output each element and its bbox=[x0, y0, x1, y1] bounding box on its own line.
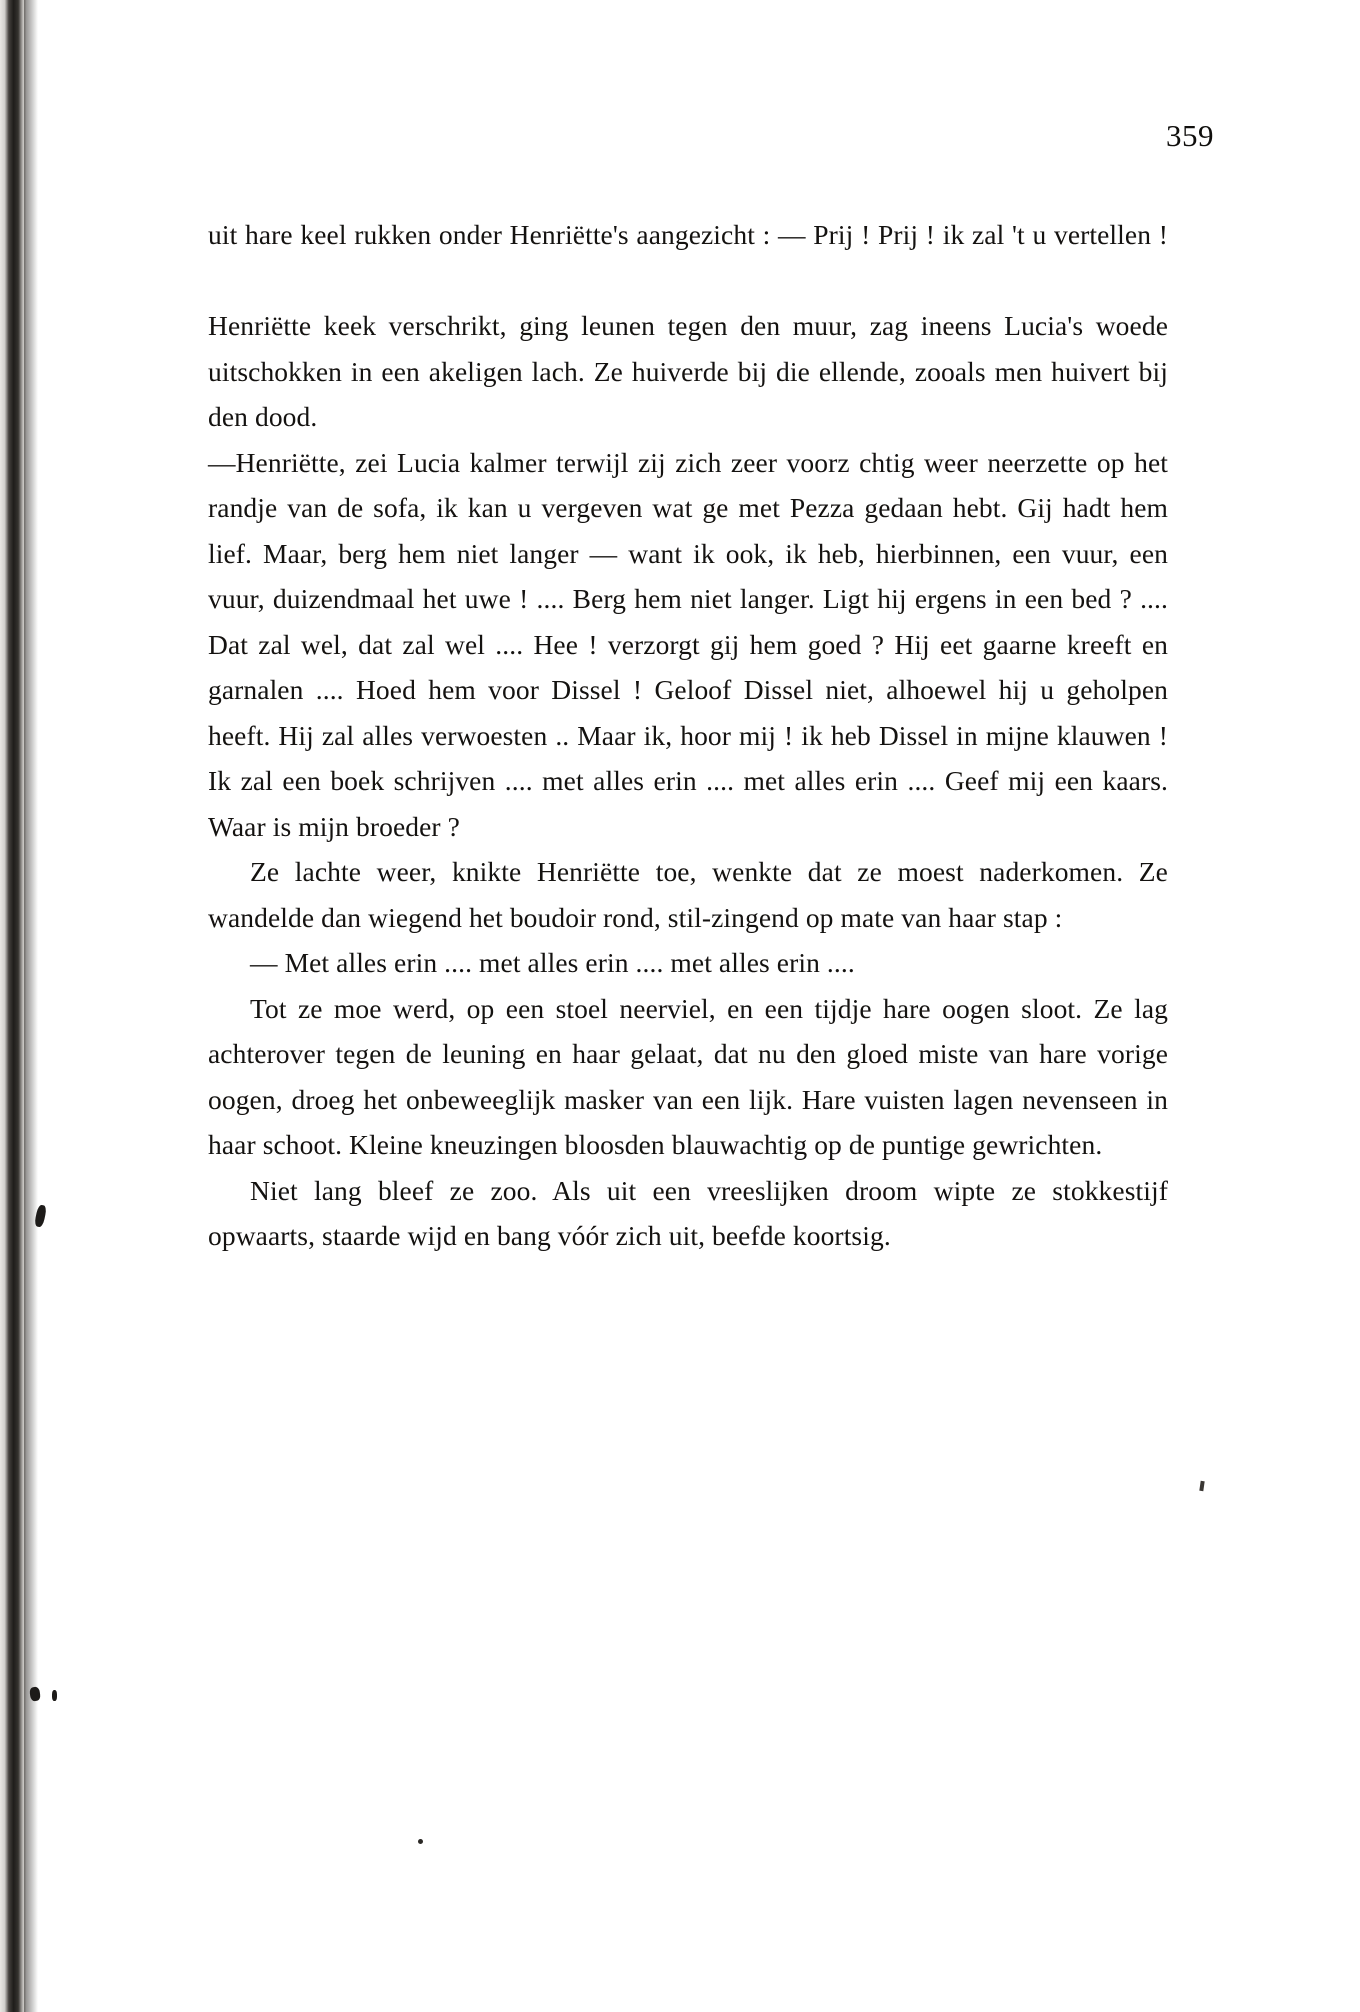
body-text bbox=[208, 212, 1168, 1259]
paragraph: —Henriëtte, zei Lucia kalmer terwijl zij zich zeer voorz chtig weer neerzette op het randje van de sofa, ik kan u vergeven wat ge met Pezza gedaan hebt. Gij hadt hem lief. Maar, berg hem niet langer — want ik ook, ik heb, hierbinnen, een vuur, een vuur, duizendmaal het uwe ! .... Berg hem niet langer. Ligt hij ergens in een bed ? .... Dat zal wel, dat zal wel .... Hee ! verzorgt gij hem goed ? Hij eet gaarne kreeft en garnalen .... Hoed hem voor Dissel ! Geloof Dissel niet, alhoewel hij u geholpen heeft. Hij zal alles verwoesten .. Maar ik, hoor mij ! ik heb Dissel in mijne klauwen ! Ik zal een boek schrijven .... met alles erin .... met alles erin .... Geef mij een kaars. Waar is mijn broeder ? bbox=[208, 446, 1168, 842]
paragraph: Tot ze moe werd, op een stoel neerviel, en een tijdje hare oogen sloot. Ze lag achterover tegen de leuning en haar gelaat, dat nu den gloed miste van hare vorige oogen, droeg het onbeweeglijk masker van een lijk. Hare vuisten lagen nevenseen in haar schoot. Kleine kneuzingen bloosden blauwachtig op de puntige gewrichten. bbox=[208, 992, 1168, 1160]
paragraph: Henriëtte keek verschrikt, ging leunen tegen den muur, zag ineens Lucia's woede uitschokken in een akeligen lach. Ze huiverde bij die ellende, zooals men huivert bij den dood. bbox=[208, 310, 1168, 432]
page-number: 359 bbox=[1166, 118, 1214, 153]
paragraph: Ze lachte weer, knikte Henriëtte toe, wenkte dat ze moest naderkomen. Ze wandelde dan wiegend het boudoir rond, stil-zingend op mate van haar stap : bbox=[208, 856, 1168, 933]
paragraph: Niet lang bleef ze zoo. Als uit een vreeslijken droom wipte ze stokkestijf opwaarts, staarde wijd en bang vóór zich uit, beefde koortsig. bbox=[208, 1174, 1168, 1251]
paragraph: uit hare keel rukken onder Henriëtte's aangezicht : — Prij ! Prij ! ik zal 't u vertellen ! bbox=[208, 219, 1168, 250]
ink-speck bbox=[418, 1839, 423, 1844]
ink-tick bbox=[1199, 1481, 1204, 1491]
paragraph: — Met alles erin .... met alles erin .... met alles erin .... bbox=[250, 947, 855, 978]
